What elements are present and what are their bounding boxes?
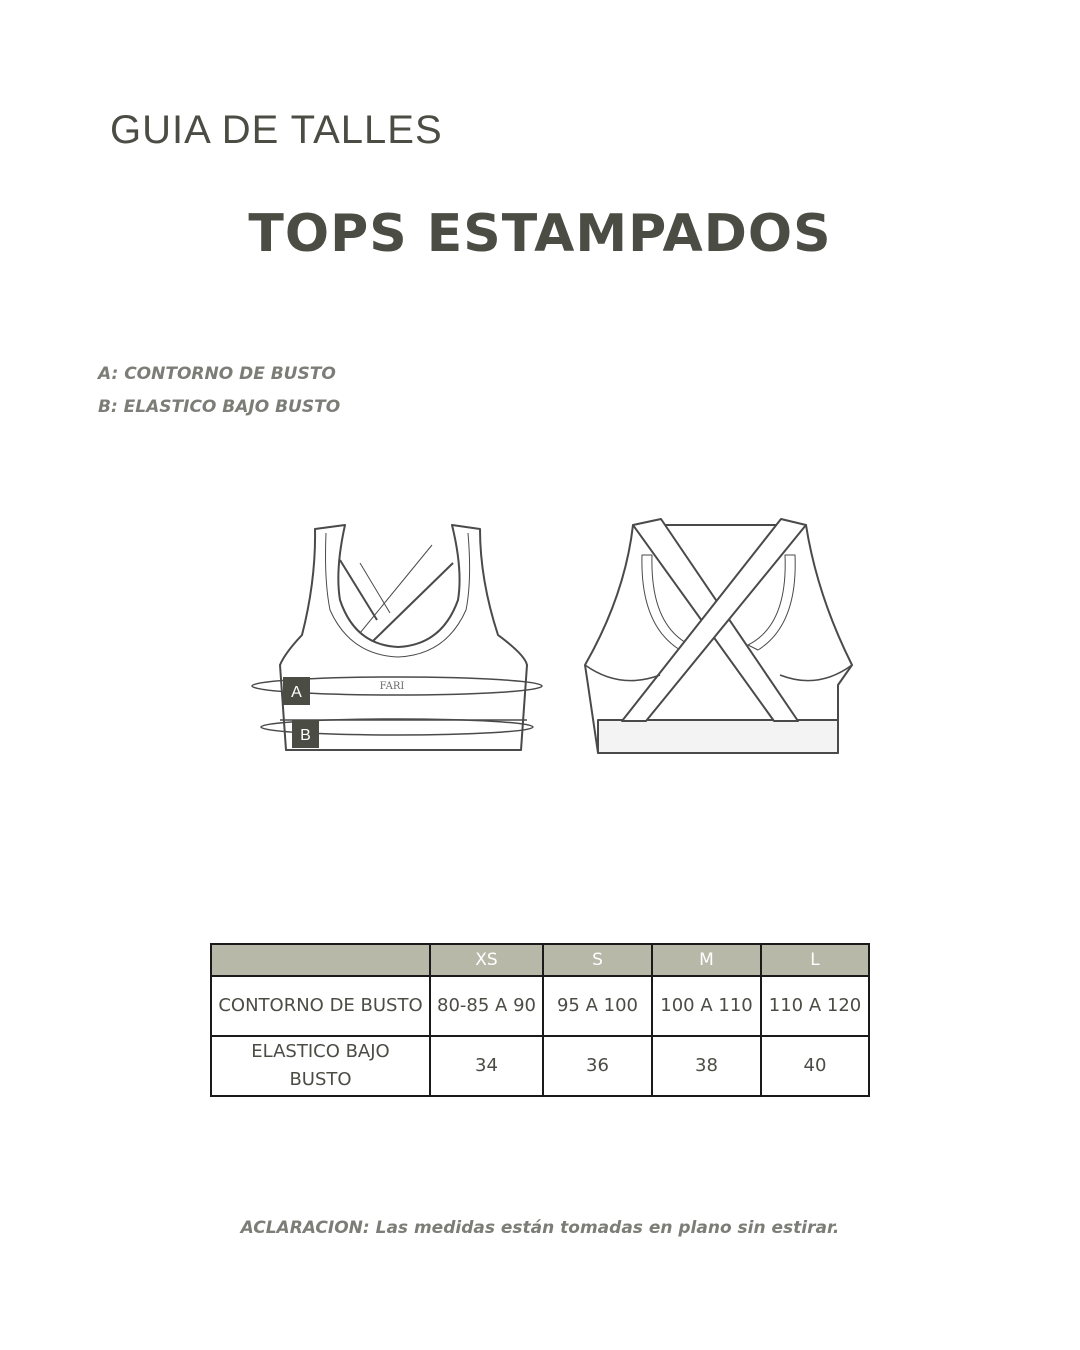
header-size-m: M: [652, 944, 761, 976]
table-row: [211, 1036, 869, 1096]
row-label-bust: CONTORNO DE BUSTO: [211, 976, 430, 1036]
cell-underbust-xs: 34: [430, 1036, 543, 1096]
front-outline: [280, 525, 527, 750]
front-strap-left: [340, 560, 377, 620]
cell-underbust-s: 36: [543, 1036, 652, 1096]
cell-underbust-l: 40: [761, 1036, 869, 1096]
back-band: [598, 720, 838, 753]
cell-underbust-m: 38: [652, 1036, 761, 1096]
size-table: [210, 943, 870, 1097]
garment-illustration: [240, 505, 860, 765]
header-empty: [211, 944, 430, 976]
cell-bust-l: 110 A 120: [761, 976, 869, 1036]
header-size-s: S: [543, 944, 652, 976]
legend-item-b: B: ELASTICO BAJO BUSTO: [98, 397, 341, 417]
cell-bust-s: 95 A 100: [543, 976, 652, 1036]
back-view-drawing: [585, 519, 852, 753]
cell-bust-m: 100 A 110: [652, 976, 761, 1036]
brand-mark: FARI: [379, 681, 405, 692]
guide-title: GUIA DE TALLES: [110, 108, 443, 152]
table-row: [211, 976, 869, 1036]
measurement-note: ACLARACION: Las medidas están tomadas en plano sin estirar.: [240, 1218, 840, 1238]
front-view-drawing: [252, 525, 542, 750]
marker-a-label: A: [291, 684, 302, 701]
header-size-l: L: [761, 944, 869, 976]
page-title: TOPS ESTAMPADOS: [248, 204, 832, 264]
measurement-legend: [98, 358, 340, 424]
table-header-row: [211, 944, 869, 976]
row-label-underbust: ELASTICO BAJO BUSTO: [211, 1036, 430, 1096]
legend-item-a: A: CONTORNO DE BUSTO: [98, 364, 336, 384]
front-strap-left-inner: [360, 563, 390, 613]
header-size-xs: XS: [430, 944, 543, 976]
marker-b-label: B: [300, 727, 311, 744]
cell-bust-xs: 80-85 A 90: [430, 976, 543, 1036]
